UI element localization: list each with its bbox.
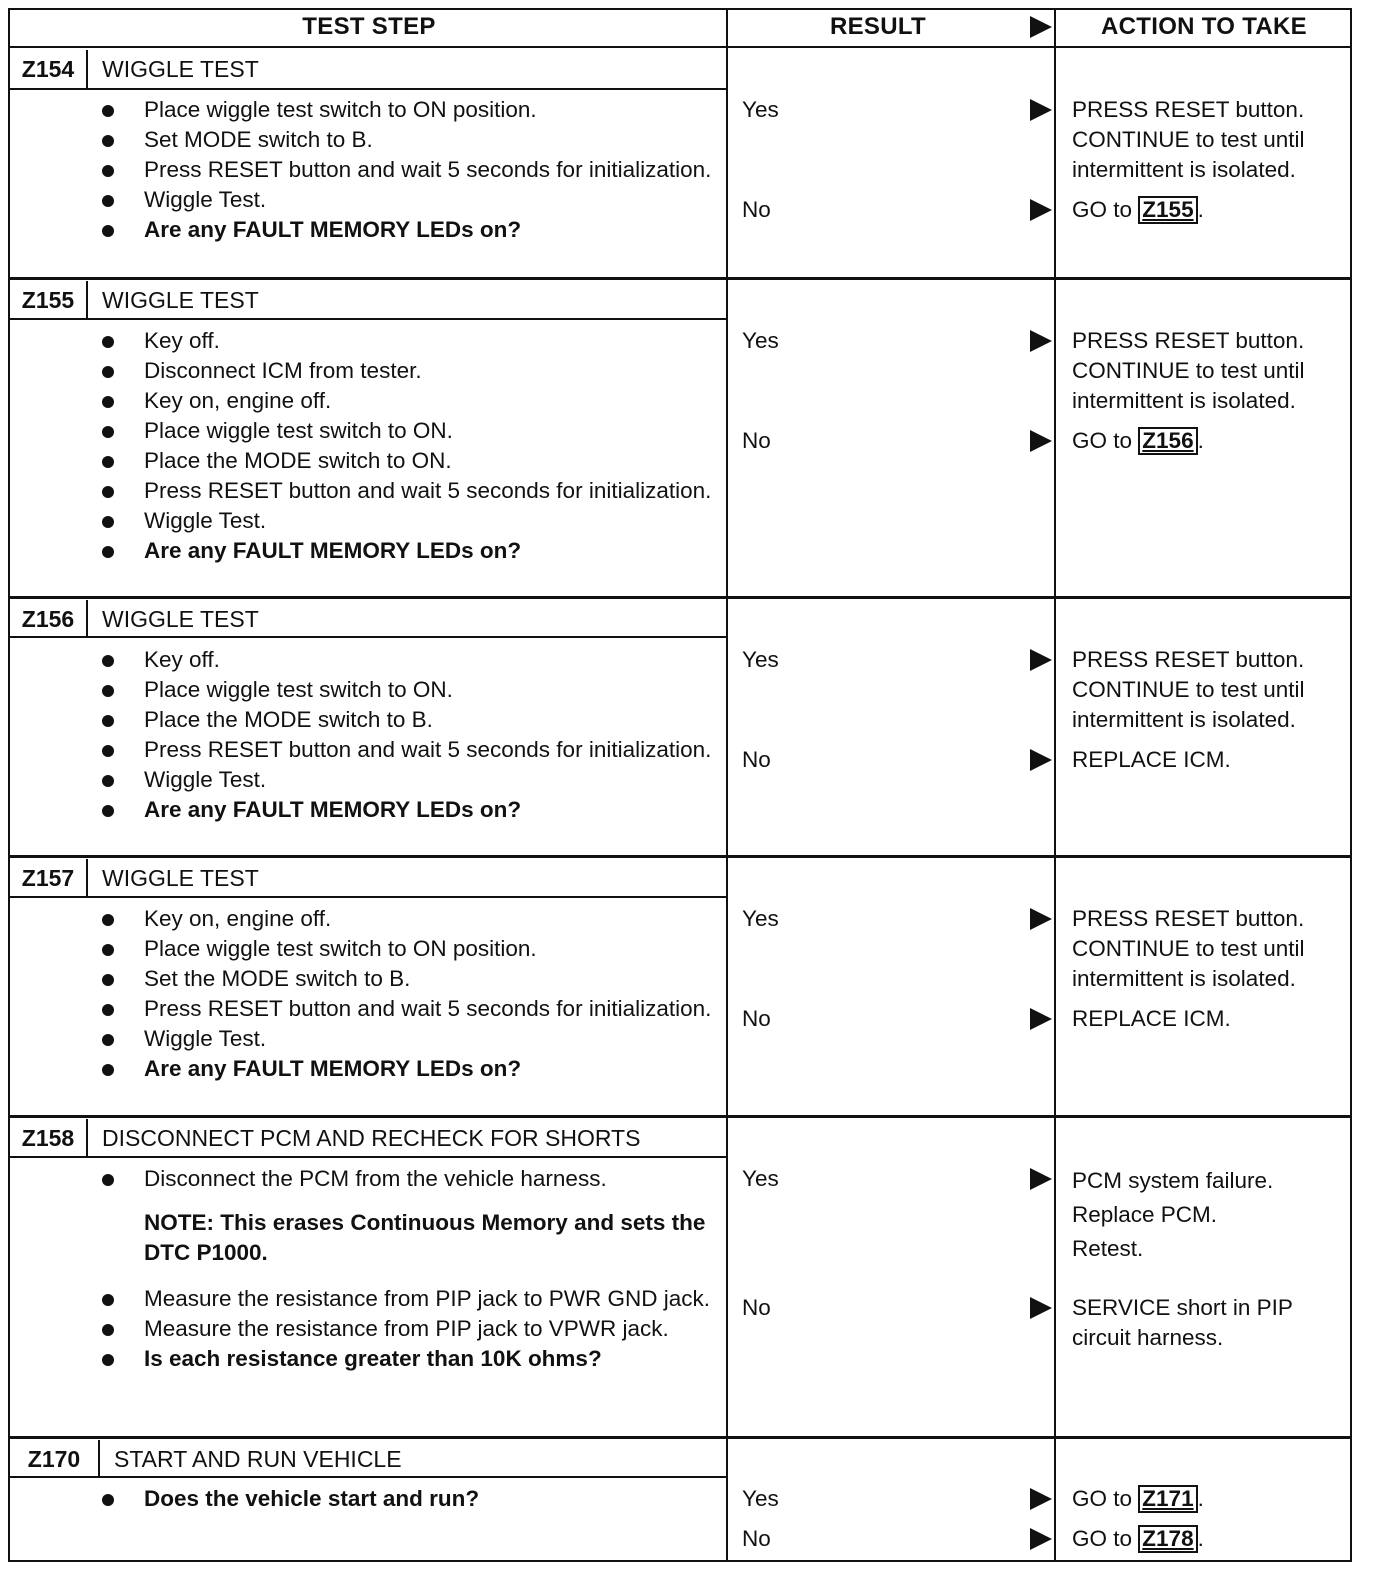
list-item: Measure the resistance from PIP jack to VPWR jack.	[100, 1314, 720, 1344]
header-arrow-icon	[1030, 16, 1052, 38]
arrow-icon	[1030, 1168, 1052, 1190]
action-yes: PCM system failure. Replace PCM. Retest.	[1072, 1168, 1274, 1261]
bullet-icon	[102, 1064, 114, 1076]
list-item: Press RESET button and wait 5 seconds for initialization.	[100, 994, 720, 1024]
header-action: ACTION TO TAKE	[1101, 13, 1307, 40]
list-item: Place wiggle test switch to ON position.	[100, 934, 720, 964]
result-yes: Yes	[742, 1486, 779, 1511]
list-item: Key off.	[100, 645, 720, 675]
bullet-icon	[102, 1174, 114, 1186]
step-title: START AND RUN VEHICLE	[114, 1445, 402, 1472]
step-number: Z156	[10, 600, 88, 638]
step-question: Is each resistance greater than 10K ohms?	[100, 1344, 720, 1374]
result-yes: Yes	[742, 906, 779, 931]
column-divider-result	[726, 8, 728, 1562]
arrow-icon	[1030, 908, 1052, 930]
bullet-icon	[102, 366, 114, 378]
list-item: Key off.	[100, 326, 720, 356]
step-title: WIGGLE TEST	[102, 864, 259, 891]
step-title: DISCONNECT PCM AND RECHECK FOR SHORTS	[102, 1124, 641, 1151]
bullet-icon	[102, 944, 114, 956]
step-header-z170	[10, 1440, 728, 1478]
list-item: Wiggle Test.	[100, 506, 720, 536]
action-yes: PRESS RESET button. CONTINUE to test until intermittent is isolated.	[1072, 328, 1305, 413]
header-test-step: TEST STEP	[302, 13, 436, 40]
bullet-icon	[102, 1494, 114, 1506]
arrow-icon	[1030, 1008, 1052, 1030]
result-yes: Yes	[742, 647, 779, 672]
result-no: No	[742, 1006, 771, 1031]
list-item: Press RESET button and wait 5 seconds for initialization.	[100, 155, 720, 185]
step-header-z155	[10, 281, 728, 319]
step-number: Z158	[10, 1119, 88, 1157]
bullet-icon	[102, 336, 114, 348]
result-no: No	[742, 747, 771, 772]
step-title-divider	[8, 896, 728, 898]
result-no: No	[742, 1295, 771, 1320]
bullet-icon	[102, 546, 114, 558]
list-item: Place wiggle test switch to ON.	[100, 416, 720, 446]
list-item: Place wiggle test switch to ON position.	[100, 95, 720, 125]
step-header-z157	[10, 859, 728, 897]
step-title-divider	[8, 1476, 728, 1478]
step-items-z155	[100, 326, 720, 566]
step-divider	[8, 1115, 1352, 1118]
list-item: Wiggle Test.	[100, 185, 720, 215]
action-no: GO to Z156 .	[1072, 428, 1204, 453]
list-item: Disconnect ICM from tester.	[100, 356, 720, 386]
arrow-icon	[1030, 649, 1052, 671]
step-title-divider	[8, 636, 728, 638]
header-result: RESULT	[829, 13, 927, 40]
step-note: NOTE: This erases Continuous Memory and sets the DTC P1000.	[144, 1210, 706, 1265]
action-no: GO to Z178 .	[1072, 1526, 1204, 1551]
header-divider	[8, 46, 1352, 48]
action-yes: PRESS RESET button. CONTINUE to test until intermittent is isolated.	[1072, 647, 1305, 732]
action-no: REPLACE ICM.	[1072, 1006, 1231, 1031]
step-items-z154	[100, 95, 720, 245]
arrow-icon	[1030, 1528, 1052, 1550]
step-divider	[8, 1436, 1352, 1439]
list-item: Press RESET button and wait 5 seconds for initialization.	[100, 735, 720, 765]
step-title: WIGGLE TEST	[102, 55, 259, 82]
arrow-icon	[1030, 1297, 1052, 1319]
step-question: Are any FAULT MEMORY LEDs on?	[100, 215, 720, 245]
bullet-icon	[102, 225, 114, 237]
step-items-z158	[100, 1164, 720, 1374]
bullet-icon	[102, 135, 114, 147]
step-reference-link[interactable]: Z155	[1138, 196, 1197, 224]
bullet-icon	[102, 486, 114, 498]
list-item: Disconnect the PCM from the vehicle harness.	[100, 1164, 720, 1194]
step-number: Z154	[10, 50, 88, 88]
step-question: Does the vehicle start and run?	[100, 1484, 720, 1514]
list-item: Wiggle Test.	[100, 1024, 720, 1054]
step-items-z157	[100, 904, 720, 1084]
bullet-icon	[102, 396, 114, 408]
bullet-icon	[102, 1004, 114, 1016]
arrow-icon	[1030, 430, 1052, 452]
list-item: Measure the resistance from PIP jack to PWR GND jack.	[100, 1284, 720, 1314]
bullet-icon	[102, 775, 114, 787]
step-title: WIGGLE TEST	[102, 286, 259, 313]
step-reference-link[interactable]: Z178	[1138, 1525, 1197, 1553]
list-item: Wiggle Test.	[100, 765, 720, 795]
bullet-icon	[102, 165, 114, 177]
step-title-divider	[8, 318, 728, 320]
column-divider-action	[1054, 8, 1056, 1562]
bullet-icon	[102, 914, 114, 926]
step-question: Are any FAULT MEMORY LEDs on?	[100, 536, 720, 566]
arrow-icon	[1030, 99, 1052, 121]
step-question: Are any FAULT MEMORY LEDs on?	[100, 1054, 720, 1084]
list-item: Key on, engine off.	[100, 904, 720, 934]
list-item: Key on, engine off.	[100, 386, 720, 416]
step-reference-link[interactable]: Z156	[1138, 427, 1197, 455]
list-item: Place wiggle test switch to ON.	[100, 675, 720, 705]
bullet-icon	[102, 1294, 114, 1306]
bullet-icon	[102, 426, 114, 438]
step-header-z154	[10, 50, 728, 88]
result-no: No	[742, 197, 771, 222]
result-no: No	[742, 1526, 771, 1551]
result-yes: Yes	[742, 1166, 779, 1191]
action-yes: PRESS RESET button. CONTINUE to test until intermittent is isolated.	[1072, 906, 1305, 991]
arrow-icon	[1030, 1488, 1052, 1510]
bullet-icon	[102, 745, 114, 757]
list-item: Place the MODE switch to ON.	[100, 446, 720, 476]
action-yes: GO to Z171 .	[1072, 1486, 1204, 1511]
list-item: Press RESET button and wait 5 seconds for initialization.	[100, 476, 720, 506]
bullet-icon	[102, 1354, 114, 1366]
step-items-z170	[100, 1484, 720, 1514]
bullet-icon	[102, 456, 114, 468]
step-title: WIGGLE TEST	[102, 605, 259, 632]
step-number: Z170	[10, 1440, 100, 1478]
result-yes: Yes	[742, 97, 779, 122]
step-divider	[8, 596, 1352, 599]
arrow-icon	[1030, 330, 1052, 352]
bullet-icon	[102, 805, 114, 817]
bullet-icon	[102, 516, 114, 528]
step-title-divider	[8, 1156, 728, 1158]
bullet-icon	[102, 655, 114, 667]
action-no: SERVICE short in PIP circuit harness.	[1072, 1295, 1293, 1350]
list-item: Place the MODE switch to B.	[100, 705, 720, 735]
bullet-icon	[102, 195, 114, 207]
step-divider	[8, 855, 1352, 858]
action-no: GO to Z155 .	[1072, 197, 1204, 222]
bullet-icon	[102, 974, 114, 986]
step-items-z156	[100, 645, 720, 825]
bullet-icon	[102, 1034, 114, 1046]
step-reference-link[interactable]: Z171	[1138, 1485, 1197, 1513]
step-number: Z157	[10, 859, 88, 897]
bullet-icon	[102, 685, 114, 697]
result-yes: Yes	[742, 328, 779, 353]
action-yes: PRESS RESET button. CONTINUE to test until intermittent is isolated.	[1072, 97, 1305, 182]
bullet-icon	[102, 105, 114, 117]
list-item: Set MODE switch to B.	[100, 125, 720, 155]
step-header-z158	[10, 1119, 728, 1157]
step-header-z156	[10, 600, 728, 638]
step-question: Are any FAULT MEMORY LEDs on?	[100, 795, 720, 825]
action-no: REPLACE ICM.	[1072, 747, 1231, 772]
step-divider	[8, 277, 1352, 280]
step-number: Z155	[10, 281, 88, 319]
bullet-icon	[102, 1324, 114, 1336]
step-title-divider	[8, 88, 728, 90]
bullet-icon	[102, 715, 114, 727]
list-item: Set the MODE switch to B.	[100, 964, 720, 994]
arrow-icon	[1030, 199, 1052, 221]
result-no: No	[742, 428, 771, 453]
arrow-icon	[1030, 749, 1052, 771]
